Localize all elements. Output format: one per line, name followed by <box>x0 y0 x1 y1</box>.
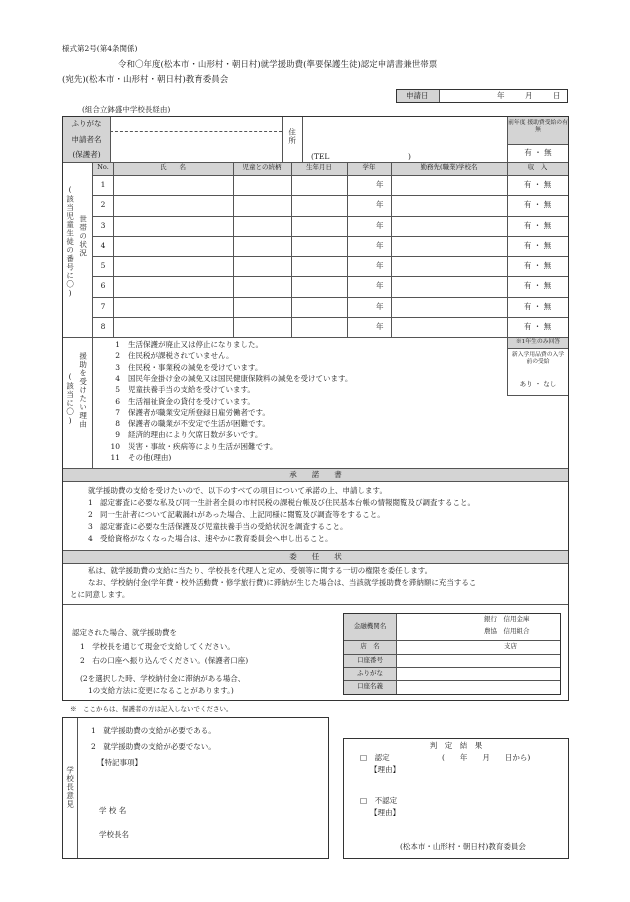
account-name-label: 口座名義 <box>357 682 383 690</box>
prev-year-yes-no[interactable]: 有 ・ 無 <box>524 148 552 157</box>
household-row <box>93 297 568 317</box>
school-name-label: 学 校 名 <box>99 806 127 815</box>
reasons-side-label: 援助を受けたい理由 <box>78 352 88 429</box>
principal-name-label: 学校長名 <box>99 830 129 839</box>
household-row-number: 2 <box>100 200 106 210</box>
bank-type-1[interactable]: 銀行 信用金庫 <box>484 615 530 623</box>
household-row-income-yes-no[interactable]: 有 ・ 無 <box>523 220 552 230</box>
household-row-income-yes-no[interactable]: 有 ・ 無 <box>523 180 552 190</box>
reason-text: その他(理由) <box>128 453 172 462</box>
furigana-label: ふりがな <box>71 119 102 128</box>
account-number-label: 口座番号 <box>357 656 383 664</box>
col-work: 勤務先(職業)学校名 <box>420 163 478 171</box>
consent-item-text: 認定審査に必要な私及び同一生計者全員の市村民税の課税台帳及び住民基本台帳の情報閲覧及び調査すること。 <box>100 498 475 507</box>
reason-text: 住民税・事業税の減免を受けています。 <box>128 362 263 372</box>
household-row-grade-year: 年 <box>376 240 384 250</box>
household-row <box>93 276 568 296</box>
tel-close: ) <box>408 152 411 161</box>
reason-text: 生活保護が廃止又は停止になりました。 <box>128 340 263 349</box>
consent-item-number: 3 <box>88 522 93 531</box>
household-row <box>93 256 568 276</box>
approved-checkbox[interactable]: □ 認定 <box>360 753 390 762</box>
col-birth: 生年月日 <box>306 163 332 171</box>
household-row-number: 4 <box>100 240 106 250</box>
address-field[interactable] <box>304 118 504 148</box>
household-row-number: 8 <box>100 321 106 331</box>
guardian-do-not-fill-note: ※ ここからは、保護者の方は記入しないでください。 <box>70 705 233 713</box>
branch-suffix: 支店 <box>504 642 517 650</box>
committee-name: (松本市・山形村・朝日村)教育委員会 <box>400 842 526 851</box>
delegation-line-2: なお、学校納付金(学年費・校外活動費・修学旅行費)に滞納が生じた場合は、当該就学援助費を滞納額に充当するこ <box>88 578 477 587</box>
reason-number[interactable]: 7 <box>115 407 120 417</box>
col-relation: 児童との続柄 <box>242 163 282 171</box>
consent-item-number: 2 <box>88 510 93 519</box>
household-row-number: 3 <box>100 220 106 230</box>
payment-option-2[interactable]: 2 右の口座へ振り込んでください。(保護者口座) <box>80 656 249 665</box>
judgment-heading: 判 定 結 果 <box>429 741 483 750</box>
school-option-2[interactable]: 2 就学援助費の支給が必要でない。 <box>91 742 216 751</box>
not-approved-checkbox[interactable]: □ 不認定 <box>360 796 398 805</box>
bank-name-label: 金融機関名 <box>353 622 387 630</box>
addressee: (宛先)(松本市・山形村・朝日村)教育委員会 <box>62 75 229 85</box>
form-number: 様式第2号(第4条関係) <box>62 44 138 53</box>
prev-year-aid-label: 前年度 援助費受給の有無 <box>508 120 568 133</box>
col-income: 収 入 <box>527 163 548 171</box>
household-row-income-yes-no[interactable]: 有 ・ 無 <box>523 200 552 210</box>
consent-item-number: 4 <box>88 534 93 543</box>
consent-item-text: 同一生計者について記載漏れがあった場合、上記同様に閲覧及び調査等をすること。 <box>100 510 385 519</box>
household-row-grade-year: 年 <box>376 200 384 210</box>
household-row-income-yes-no[interactable]: 有 ・ 無 <box>523 301 552 311</box>
first-year-note: ※1年生のみ回答 <box>515 339 561 345</box>
account-furigana-label: ふりがな <box>357 669 383 677</box>
household-row <box>93 236 568 256</box>
via-school: (組合立鉢盛中学校長経由) <box>82 105 171 114</box>
consent-item-number: 1 <box>88 498 93 507</box>
date-day-label: 日 <box>553 91 561 100</box>
consent-heading: 承 諾 書 <box>289 470 342 479</box>
household-row-income-yes-no[interactable]: 有 ・ 無 <box>523 321 552 331</box>
reason-text: 児童扶養手当の支給を受けています。 <box>128 385 255 395</box>
household-row-number: 1 <box>100 180 106 190</box>
household-row-grade-year: 年 <box>376 301 384 311</box>
household-row-grade-year: 年 <box>376 180 384 190</box>
reason-number[interactable]: 8 <box>115 419 120 429</box>
entry-goods-label: 新入学用品費の入学前の受給 <box>511 352 565 365</box>
household-row-number: 5 <box>100 261 106 271</box>
reason-number[interactable]: 4 <box>115 373 120 383</box>
payment-note-1: (2を選択した時、学校納付金に滞納がある場合、 <box>80 674 246 683</box>
not-approved-reason-label: 【理由】 <box>370 808 400 817</box>
household-row <box>93 317 568 337</box>
reason-number[interactable]: 1 <box>115 340 120 349</box>
reason-number[interactable]: 6 <box>115 396 120 406</box>
judgment-box <box>343 738 569 859</box>
reason-number[interactable]: 10 <box>110 441 120 451</box>
school-option-1[interactable]: 1 就学援助費の支給が必要である。 <box>91 726 216 735</box>
guardian-label: (保護者) <box>72 150 101 159</box>
reason-text: 保護者が職業安定所登録日雇労働者です。 <box>128 407 270 417</box>
household-row-grade-year: 年 <box>376 220 384 230</box>
application-date-label: 申請日 <box>406 91 429 100</box>
household-row <box>93 175 568 195</box>
household-row-grade-year: 年 <box>376 261 384 271</box>
consent-item-text: 受給資格がなくなった場合は、速やかに教育委員会へ申し出ること。 <box>100 534 333 543</box>
household-row <box>93 195 568 215</box>
applicant-name-field[interactable] <box>112 133 280 161</box>
reason-text: 保護者の職業が不安定で生活が困難です。 <box>128 419 270 429</box>
approved-period: ( 年 月 日から) <box>442 753 531 762</box>
date-month-label: 月 <box>525 91 533 100</box>
col-name: 氏 名 <box>160 163 186 171</box>
household-row-income-yes-no[interactable]: 有 ・ 無 <box>523 281 552 291</box>
payment-option-1[interactable]: 1 学校長を通じて現金で支給してください。 <box>80 642 235 651</box>
date-year-label: 年 <box>497 91 505 100</box>
col-grade: 学年 <box>362 163 376 171</box>
special-notes-label: 【特記事項】 <box>97 758 142 767</box>
bank-type-2[interactable]: 農協 信用組合 <box>484 627 530 635</box>
entry-goods-ari-nashi[interactable]: あり ・ なし <box>519 380 557 388</box>
consent-item-text: 認定審査に必要な生活保護及び児童扶養手当の受給状況を調査すること。 <box>100 522 348 531</box>
reason-number[interactable]: 3 <box>115 362 120 372</box>
household-row-income-yes-no[interactable]: 有 ・ 無 <box>523 240 552 250</box>
school-opinion-side-label: 学校長意見 <box>65 766 75 809</box>
reason-number[interactable]: 2 <box>115 351 120 361</box>
address-label: 住所 <box>287 128 297 145</box>
branch-label: 店 名 <box>360 642 380 650</box>
school-opinion-box <box>62 717 329 859</box>
household-row-number: 6 <box>100 281 106 291</box>
delegation-line-3: とに同意します。 <box>70 590 130 599</box>
payment-intro: 認定された場合、就学援助費を <box>72 628 177 637</box>
bank-account-table <box>343 613 561 695</box>
reason-number[interactable]: 9 <box>115 430 120 440</box>
payment-note-2: 1の支給方法に変更になることがあります。) <box>88 686 234 695</box>
reason-text: 住民税が課税されていません。 <box>128 351 234 361</box>
household-row-number: 7 <box>100 301 106 311</box>
reason-number[interactable]: 11 <box>110 453 120 462</box>
reason-text: 経済的理由により欠席日数が多いです。 <box>128 430 263 440</box>
form-title: 令和〇年度(松本市・山形村・朝日村)就学援助費(準要保護生徒)認定申請書兼世帯票 <box>118 60 438 70</box>
household-side-note: (該当児童生徒の番号に〇) <box>65 185 75 299</box>
reason-text: 国民年金掛け金の減免又は国民健康保険料の減免を受けています。 <box>128 373 353 383</box>
reason-text: 生活福祉資金の貸付を受けています。 <box>128 396 255 406</box>
delegation-line-1: 私は、就学援助費の支給に当たり、学校長を代理人と定め、受領等に関する一切の権限を委任します。 <box>88 566 433 575</box>
reason-text: 災害・事故・疾病等により生活が困難です。 <box>128 441 278 451</box>
household-row-grade-year: 年 <box>376 281 384 291</box>
delegation-heading: 委 任 状 <box>289 552 342 561</box>
applicant-name-label: 申請者名 <box>71 135 102 144</box>
household-row-grade-year: 年 <box>376 321 384 331</box>
reasons-side-note: (該当に〇) <box>65 372 75 426</box>
tel-label: (TEL <box>311 152 330 161</box>
col-no: No. <box>97 163 109 171</box>
approved-reason-label: 【理由】 <box>370 765 400 774</box>
household-row-income-yes-no[interactable]: 有 ・ 無 <box>523 261 552 271</box>
reason-number[interactable]: 5 <box>115 385 120 395</box>
consent-intro: 就学援助費の支給を受けたいので、以下のすべての項目について承諾の上、申請します。 <box>88 486 387 495</box>
application-date-box <box>396 89 568 103</box>
household-side-label: 世帯の状況 <box>78 215 88 258</box>
household-row <box>93 216 568 236</box>
